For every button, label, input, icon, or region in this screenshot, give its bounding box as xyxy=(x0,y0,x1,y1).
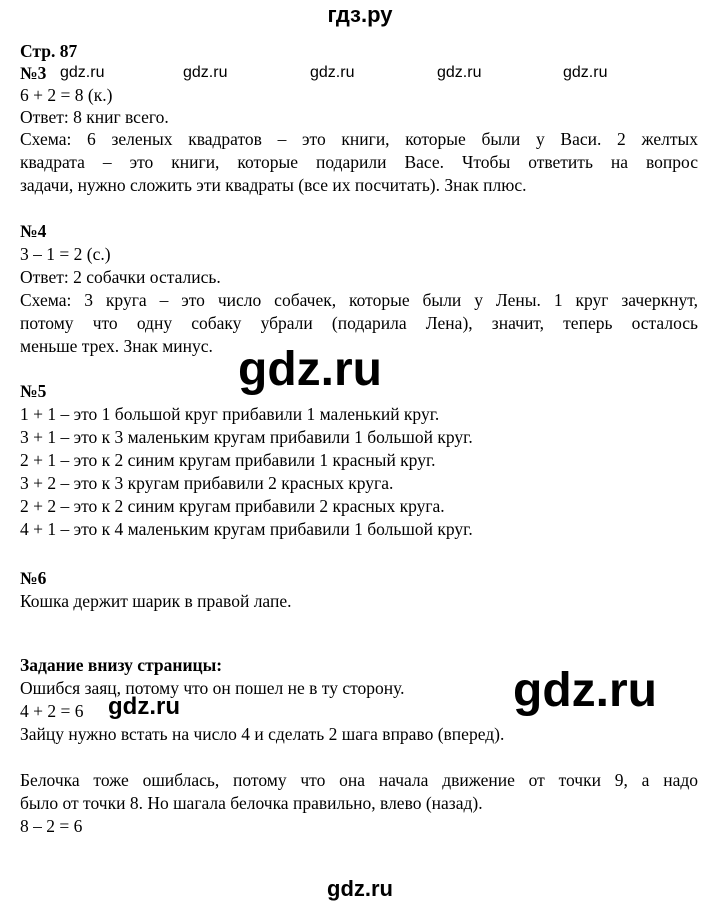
watermark: gdz.ru xyxy=(437,64,482,81)
task4-equation: 3 – 1 = 2 (с.) xyxy=(20,244,111,264)
task3-equation: 6 + 2 = 8 (к.) xyxy=(20,85,113,105)
site-footer[interactable]: gdz.ru xyxy=(327,876,393,901)
task4-answer: Ответ: 2 собачки остались. xyxy=(20,267,221,287)
watermark-large: gdz.ru xyxy=(513,664,657,717)
task6-title: №6 xyxy=(20,568,47,588)
bottom-task-line-1: Ошибся заяц, потому что он пошел не в ту сторону. xyxy=(20,678,405,698)
bottom-task-line-3: Белочка тоже ошиблась, потому что она начала движение от точки 9, а надо xyxy=(20,770,698,790)
bottom-task-equation-2: 8 – 2 = 6 xyxy=(20,816,83,836)
task6-text: Кошка держит шарик в правой лапе. xyxy=(20,591,292,611)
task5-line: 2 + 2 – это к 2 синим кругам прибавили 2 красных круга. xyxy=(20,496,445,516)
site-header[interactable]: гдз.ру xyxy=(327,2,393,27)
watermark: gdz.ru xyxy=(310,64,355,81)
task3-answer: Ответ: 8 книг всего. xyxy=(20,107,169,127)
bottom-task-line-2: Зайцу нужно встать на число 4 и сделать 2 шага вправо (вперед). xyxy=(20,724,505,744)
task5-line: 3 + 1 – это к 3 маленьким кругам прибавили 1 большой круг. xyxy=(20,427,473,447)
watermark-medium: gdz.ru xyxy=(108,693,180,720)
task4-scheme-line-1: Схема: 3 круга – это число собачек, которые были у Лены. 1 круг зачеркнут, xyxy=(20,290,698,310)
bottom-task-title: Задание внизу страницы: xyxy=(20,655,223,675)
watermark: gdz.ru xyxy=(60,64,105,81)
watermark: gdz.ru xyxy=(183,64,228,81)
task5-title: №5 xyxy=(20,381,47,401)
task5-line: 3 + 2 – это к 3 кругам прибавили 2 красных круга. xyxy=(20,473,394,493)
task3-scheme-line-3: задачи, нужно сложить эти квадраты (все их посчитать). Знак плюс. xyxy=(20,175,527,195)
task5-line: 4 + 1 – это к 4 маленьким кругам прибавили 1 большой круг. xyxy=(20,519,473,539)
task5-line: 2 + 1 – это к 2 синим кругам прибавили 1 красный круг. xyxy=(20,450,436,470)
task4-scheme-line-3: меньше трех. Знак минус. xyxy=(20,336,213,356)
task4-title: №4 xyxy=(20,221,47,241)
watermark: gdz.ru xyxy=(563,64,608,81)
task3-scheme-line-2: квадрата – это книги, которые подарили Васе. Чтобы ответить на вопрос xyxy=(20,152,698,172)
watermark-large: gdz.ru xyxy=(238,343,382,396)
task4-scheme-line-2: потому что одну собаку убрали (подарила Лена), значит, теперь осталось xyxy=(20,313,698,333)
bottom-task-equation-1: 4 + 2 = 6 xyxy=(20,701,84,721)
page-reference: Стр. 87 xyxy=(20,41,78,61)
bottom-task-line-4: было от точки 8. Но шагала белочка правильно, влево (назад). xyxy=(20,793,483,813)
task5-line: 1 + 1 – это 1 большой круг прибавили 1 маленький круг. xyxy=(20,404,440,424)
task3-title: №3 xyxy=(20,63,47,83)
task3-scheme-line-1: Схема: 6 зеленых квадратов – это книги, которые были у Васи. 2 желтых xyxy=(20,129,698,149)
